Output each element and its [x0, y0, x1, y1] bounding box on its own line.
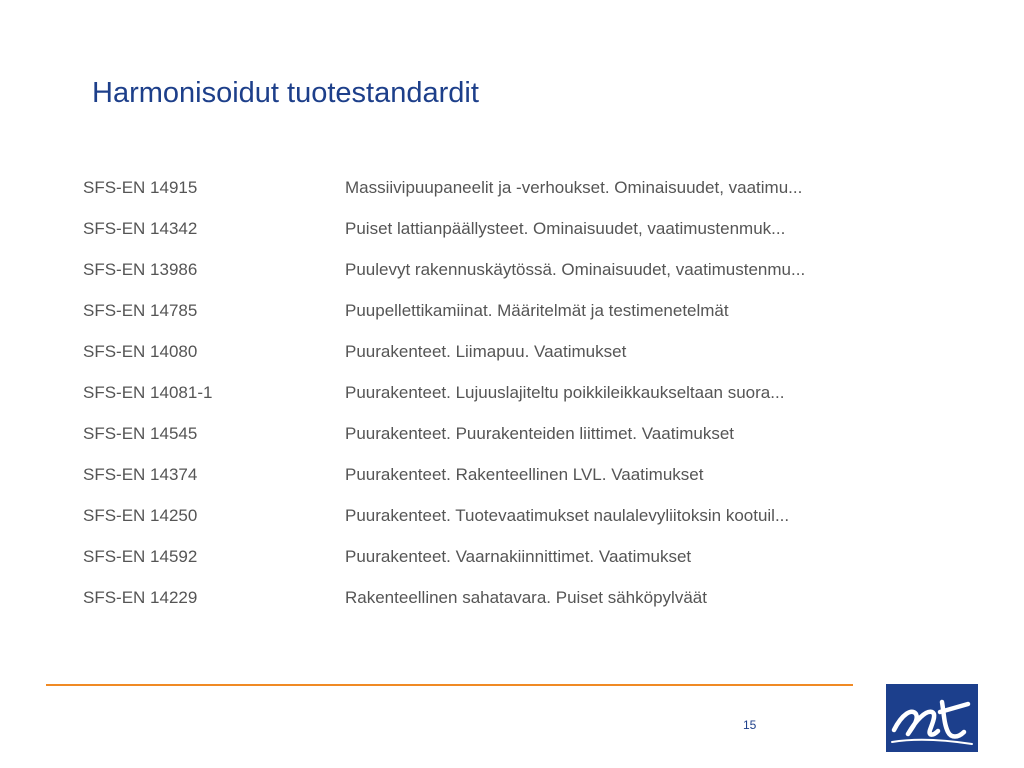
standard-description: Puurakenteet. Liimapuu. Vaatimukset	[345, 342, 627, 361]
standard-description: Puurakenteet. Lujuuslajiteltu poikkileikkaukseltaan suora...	[345, 383, 785, 402]
standard-code: SFS-EN 13986	[83, 260, 198, 279]
standard-row	[83, 504, 903, 545]
standard-row	[83, 586, 903, 627]
standard-code: SFS-EN 14915	[83, 178, 198, 197]
standard-row	[83, 217, 903, 258]
organization-logo-icon	[886, 684, 978, 752]
standard-code: SFS-EN 14250	[83, 506, 198, 525]
slide-title: Harmonisoidut tuotestandardit	[92, 77, 479, 109]
standard-description: Massiivipuupaneelit ja -verhoukset. Ominaisuudet, vaatimu...	[345, 178, 803, 197]
page-number: 15	[743, 718, 757, 732]
standard-code: SFS-EN 14374	[83, 465, 198, 484]
standard-description: Rakenteellinen sahatavara. Puiset sähköpylväät	[345, 588, 707, 607]
standard-code: SFS-EN 14229	[83, 588, 198, 607]
standard-description: Puurakenteet. Vaarnakiinnittimet. Vaatimukset	[345, 547, 692, 566]
standard-code: SFS-EN 14545	[83, 424, 198, 443]
standard-row	[83, 422, 903, 463]
standard-code: SFS-EN 14785	[83, 301, 198, 320]
standard-row	[83, 545, 903, 586]
standard-description: Puulevyt rakennuskäytössä. Ominaisuudet, vaatimustenmu...	[345, 260, 806, 279]
standard-row	[83, 463, 903, 504]
standard-code: SFS-EN 14081-1	[83, 383, 213, 402]
standard-code: SFS-EN 14342	[83, 219, 198, 238]
standard-code: SFS-EN 14080	[83, 342, 198, 361]
standard-row	[83, 381, 903, 422]
standard-description: Puurakenteet. Puurakenteiden liittimet. Vaatimukset	[345, 424, 735, 443]
standard-code: SFS-EN 14592	[83, 547, 198, 566]
standard-description: Puiset lattianpäällysteet. Ominaisuudet, vaatimustenmuk...	[345, 219, 786, 238]
standard-description: Puupellettikamiinat. Määritelmät ja testimenetelmät	[345, 301, 729, 320]
standard-row	[83, 340, 903, 381]
standard-row	[83, 176, 903, 217]
footer-divider	[46, 684, 853, 686]
standards-list	[83, 176, 903, 627]
standard-row	[83, 299, 903, 340]
standard-description: Puurakenteet. Tuotevaatimukset naulalevyliitoksin kootuil...	[345, 506, 790, 525]
standard-row	[83, 258, 903, 299]
standard-description: Puurakenteet. Rakenteellinen LVL. Vaatimukset	[345, 465, 704, 484]
